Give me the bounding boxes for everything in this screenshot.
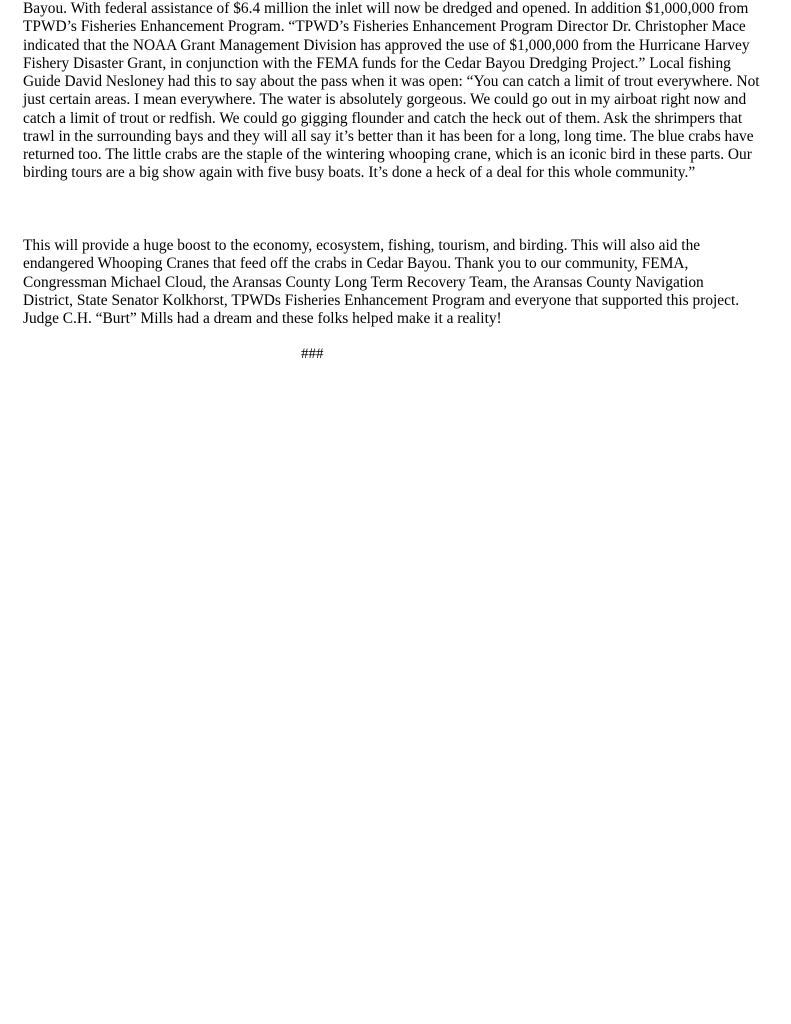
paragraph-thanks: This will provide a huge boost to the economy, ecosystem, fishing, tourism, and birding. This will also aid the endangered Whooping Cranes that feed off the crabs in Cedar Bayou. Thank you to our community, FEMA, Congressman Michael Cloud, the Aransas County Long Term Recovery Team, the Aransas County Navigation District, State Senator Kolkhorst, TPWDs Fisheries Enhancement Program and everyone that supported this project. Judge C.H. “Burt” Mills had a dream and these folks helped make it a reality!	[23, 237, 740, 327]
end-of-release-mark: ###	[301, 346, 324, 362]
paragraph-funding-and-quote: Bayou. With federal assistance of $6.4 million the inlet will now be dredged and opened. In addition $1,000,000 from TPWD’s Fisheries Enhancement Program. “TPWD’s Fisheries Enhancement Program Director Dr. Christopher Mace indicated that the NOAA Grant Management Division has approved the use of $1,000,000 from the Hurricane Harvey Fishery Disaster Grant, in conjunction with the FEMA funds for the Cedar Bayou Dredging Project.” Local fishing Guide David Nesloney had this to say about the pass when it was open: “You can catch a limit of trout everywhere. Not just certain areas. I mean everywhere. The water is absolutely gorgeous. We could go out in my airboat right now and catch a limit of trout or redfish. We could go gigging flounder and catch the heck out of them. Ask the shrimpers that trawl in the surrounding bays and they will all say it’s better than it has been for a long, long time. The blue crabs have returned too. The little crabs are the staple of the wintering whooping crane, which is an iconic bird in these parts. Our birding tours are a big show again with five busy boats. It’s done a heck of a deal for this whole community.”	[23, 0, 760, 182]
